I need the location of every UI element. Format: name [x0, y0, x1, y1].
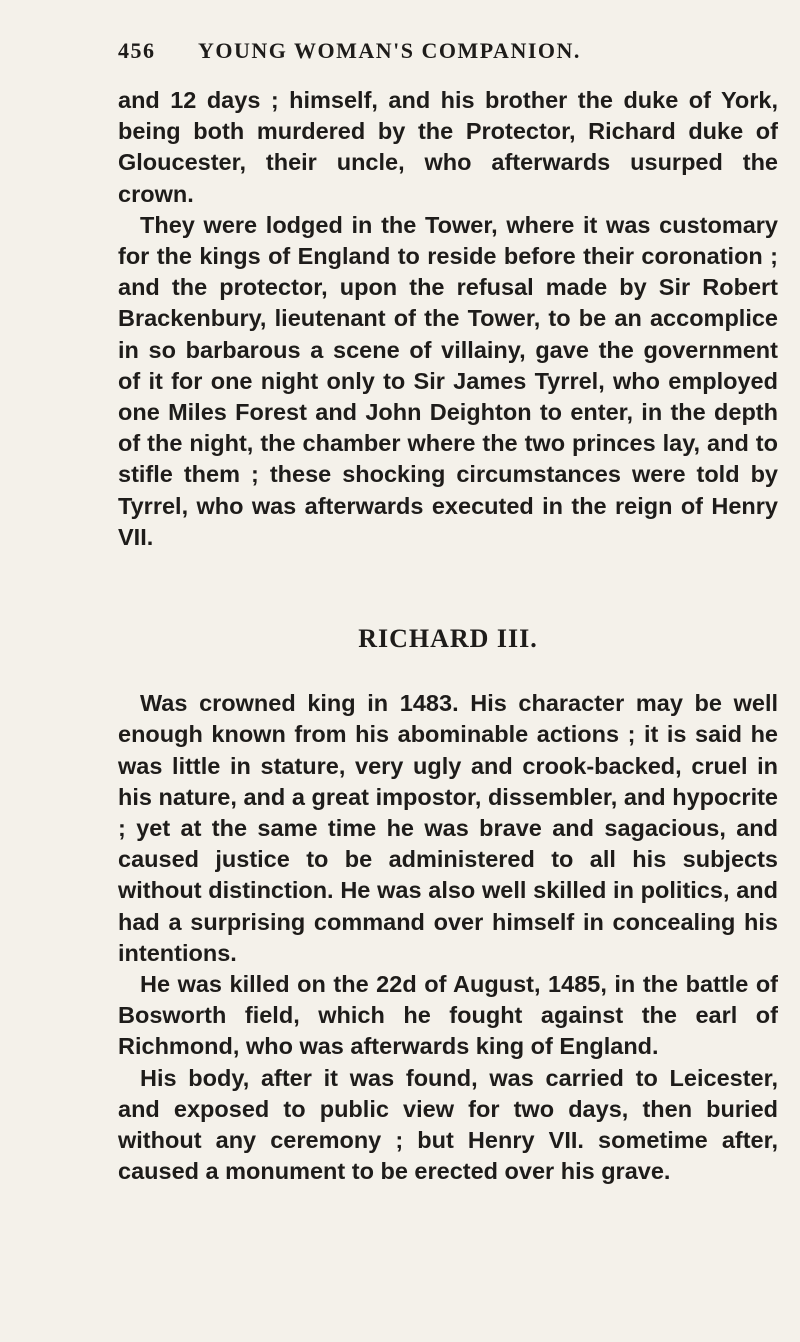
paragraph: He was killed on the 22d of August, 1485, in the battle of Bosworth field, which he fought against the earl of Richmond, who was afterwards king of England.	[118, 971, 778, 1060]
page-body	[118, 85, 778, 1188]
paragraph: Was crowned king in 1483. His character may be well enough known from his abominable actions ; it is said he was little in stature, very ugly and crook-backed, cruel in his nature, and a great impostor, dissembler, and hypocrite ; yet at the same time he was brave and sagacious, and caused justice to be administered to all his subjects without distinction. He was also well skilled in politics, and had a surprising command over himself in concealing his intentions.	[118, 690, 778, 966]
running-title: YOUNG WOMAN'S COMPANION.	[198, 38, 581, 63]
paragraph: They were lodged in the Tower, where it was customary for the kings of England to reside before their coronation ; and the protector, upon the refusal made by Sir Robert Brackenbury, lieutenant of the Tower, to be an accomplice in so barbarous a scene of villainy, gave the government of it for one night only to Sir James Tyrrel, who employed one Miles Forest and John Deighton to enter, in the depth of the night, the chamber where the two princes lay, and to stifle them ; these shocking circumstances were told by Tyrrel, who was afterwards executed in the reign of Henry VII.	[118, 211, 778, 550]
paragraph: His body, after it was found, was carried to Leicester, and exposed to public view for two days, then buried without any ceremony ; but Henry VII. sometime after, caused a monument to be erected over his grave.	[118, 1064, 778, 1185]
page-number: 456	[118, 38, 156, 63]
page-header	[118, 38, 718, 64]
paragraph: and 12 days ; himself, and his brother the duke of York, being both murdered by the Protector, Richard duke of Gloucester, their uncle, who afterwards usurped the crown.	[118, 87, 778, 207]
section-title: RICHARD III.	[358, 624, 538, 654]
